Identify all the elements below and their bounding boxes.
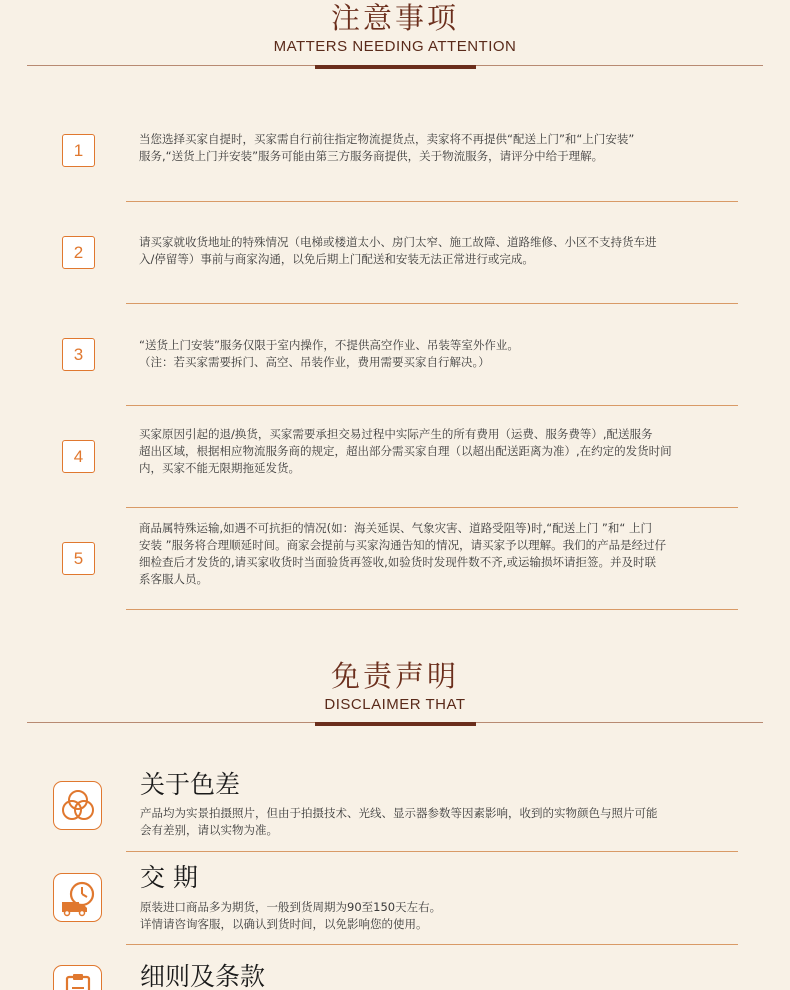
attention-text bbox=[139, 337, 729, 371]
attention-text bbox=[139, 426, 729, 477]
text-line: 安装 ”服务将合理顺延时间。商家会提前与买家沟通告知的情况，请买家予以理解。我们的产品是经过仔 bbox=[139, 538, 667, 552]
text-line: 原装进口商品多为期货，一般到货周期为90至150天左右。 bbox=[140, 900, 442, 914]
number-badge: 2 bbox=[62, 236, 95, 269]
text-line: （注：若买家需要拆门、高空、吊装作业，费用需要买家自行解决。） bbox=[139, 355, 490, 369]
separator bbox=[126, 201, 738, 202]
disclaimer-title-en: DISCLAIMER THAT bbox=[324, 696, 466, 713]
disclaimer-title: 关于色差 bbox=[140, 770, 241, 799]
separator bbox=[126, 851, 738, 852]
attention-title-en: MATTERS NEEDING ATTENTION bbox=[273, 38, 517, 55]
separator bbox=[126, 303, 738, 304]
text-line: 产品均为实景拍摄照片，但由于拍摄技术、光线、显示器参数等因素影响，收到的实物颜色与照片可能 bbox=[140, 806, 658, 820]
attention-header bbox=[0, 0, 790, 56]
divider-bar bbox=[315, 65, 476, 69]
number-badge: 4 bbox=[62, 440, 95, 473]
disclaimer-title: 交 期 bbox=[140, 863, 198, 892]
text-line: 超出区域，根据相应物流服务商的规定，超出部分需买家自理（以超出配送距离为准）,在约定的发货时间 bbox=[139, 444, 672, 458]
text-line: “送货上门安装”服务仅限于室内操作，不提供高空作业、吊装等室外作业。 bbox=[139, 338, 519, 352]
text-line: 服务,“送货上门并安装”服务可能由第三方服务商提供，关于物流服务，请评分中给于理解。 bbox=[139, 149, 604, 163]
separator bbox=[126, 609, 738, 610]
text-line: 入/停留等）事前与商家沟通，以免后期上门配送和安装无法正常进行或完成。 bbox=[139, 252, 534, 266]
text-line: 内，买家不能无限期拖延发货。 bbox=[139, 461, 300, 475]
attention-title-cn: 注意事项 bbox=[330, 1, 459, 35]
text-line: 买家原因引起的退/换货，买家需要承担交易过程中实际产生的所有费用（运费、服务费等）,配送服务 bbox=[139, 427, 653, 441]
separator bbox=[126, 507, 738, 508]
disclaimer-header bbox=[0, 658, 790, 714]
text-line: 商品属特殊运输,如遇不可抗拒的情况(如：海关延误、气象灾害、道路受阻等)时,“配送上门 ”和“ 上门 bbox=[139, 521, 652, 535]
number-badge: 3 bbox=[62, 338, 95, 371]
attention-text bbox=[139, 520, 729, 588]
delivery-clock-icon bbox=[53, 873, 102, 922]
clipboard-icon bbox=[53, 965, 102, 990]
disclaimer-title: 细则及条款 bbox=[140, 962, 266, 990]
number-badge: 5 bbox=[62, 542, 95, 575]
attention-text bbox=[139, 234, 729, 268]
text-line: 系客服人员。 bbox=[139, 572, 208, 586]
text-line: 细检查后才发货的,请买家收货时当面验货再签收,如验货时发现件数不齐,或运输损坏请拒签。并及时联 bbox=[139, 555, 656, 569]
disclaimer-text bbox=[140, 805, 740, 839]
text-line: 详情请咨询客服，以确认到货时间，以免影响您的使用。 bbox=[140, 917, 428, 931]
divider-bar bbox=[315, 722, 476, 726]
color-circles-icon bbox=[53, 781, 102, 830]
number-badge: 1 bbox=[62, 134, 95, 167]
disclaimer-text bbox=[140, 899, 740, 933]
separator bbox=[126, 405, 738, 406]
attention-text bbox=[139, 131, 729, 165]
text-line: 当您选择买家自提时，买家需自行前往指定物流提货点，卖家将不再提供“配送上门”和“上门安装” bbox=[139, 132, 635, 146]
separator bbox=[126, 944, 738, 945]
text-line: 请买家就收货地址的特殊情况（电梯或楼道太小、房门太窄、施工故障、道路维修、小区不支持货车进 bbox=[139, 235, 657, 249]
text-line: 会有差别，请以实物为准。 bbox=[140, 823, 278, 837]
disclaimer-title-cn: 免责声明 bbox=[330, 659, 459, 693]
